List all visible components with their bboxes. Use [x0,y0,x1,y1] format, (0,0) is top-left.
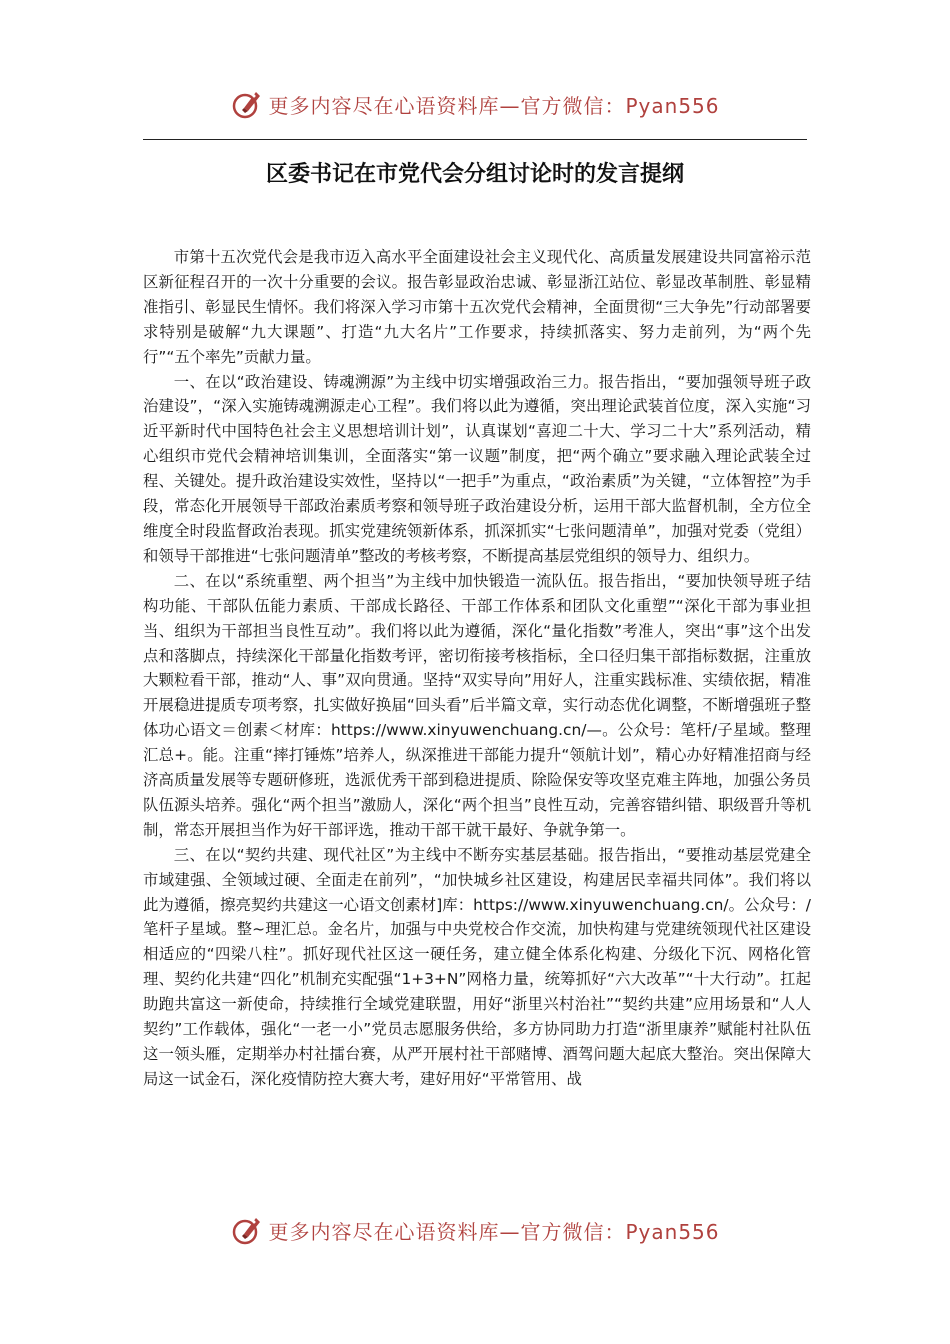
header-rule [143,139,807,140]
paragraph-section-2: 二、在以“系统重塑、两个担当”为主线中加快锻造一流队伍。报告指出，“要加快领导班子结构功能、干部队伍能力素质、干部成长路径、干部工作体系和团队文化重塑”“深化干部为事业担当、组织为干部担当良性互动”。我们将以此为遵循，深化“量化指数”考准人，突出“事”这个出发点和落脚点，持续深化干部量化指数考评，密切衔接考核指标，全口径归集干部指标数据，注重放大颗粒看干部，推动“人、事”双向贯通。坚持“双实导向”用好人，注重实践标准、实绩依据，精准开展稳进提质专项考察，扎实做好换届“回头看”后半篇文章，实行动态优化调整，不断增强班子整体功心语文＝创素＜材库：https://www.xinyuwenchuang.cn/—。公众号：笔杆/子星域。整理汇总+。能。注重“摔打锤炼”培养人，纵深推进干部能力提升“领航计划”，精心办好精准招商与经济高质量发展等专题研修班，选派优秀干部到稳进提质、除险保安等攻坚克难主阵地，加强公务员队伍源头培养。强化“两个担当”激励人，深化“两个担当”良性互动，完善容错纠错、职级晋升等机制，常态开展担当作为好干部评选，推动干部干就干最好、争就争第一。 [143,571,811,839]
pen-nib-circle-icon [230,1213,264,1247]
wechat-handle: Pyan556 [625,93,720,118]
document-title: 区委书记在市党代会分组讨论时的发言提纲 [265,162,684,187]
footer-banner [0,1210,950,1250]
document-body [143,245,811,1092]
paragraph-intro: 市第十五次党代会是我市迈入高水平全面建设社会主义现代化、高质量发展建设共同富裕示范区新征程召开的一次十分重要的会议。报告彰显政治忠诚、彰显浙江站位、彰显改革制胜、彰显精准指引、彰显民生情怀。我们将深入学习市第十五次党代会精神，全面贯彻“三大争先”行动部署要求特别是破解“九大课题”、打造“九大名片”工作要求，持续抓落实、努力走前列，为“两个先行”“五个率先”贡献力量。 [143,248,811,366]
wechat-handle: Pyan556 [625,1219,720,1244]
banner-text: 更多内容尽在心语资料库—官方微信：Pyan556 [268,93,720,118]
banner-text: 更多内容尽在心语资料库—官方微信：Pyan556 [268,1219,720,1244]
paragraph-section-1: 一、在以“政治建设、铸魂溯源”为主线中切实增强政治三力。报告指出，“要加强领导班子政治建设”，“深入实施铸魂溯源走心工程”。我们将以此为遵循，突出理论武装首位度，深入实施“习近平新时代中国特色社会主义思想培训计划”，认真谋划“喜迎二十大、学习二十大”系列活动，精心组织市党代会精神培训集训，全面落实“第一议题”制度，把“两个确立”要求融入理论武装全过程、关键处。提升政治建设实效性，坚持以“一把手”为重点，“政治素质”为关键，“立体智控”为手段，常态化开展领导干部政治素质考察和领导班子政治建设分析，运用干部大监督机制，全方位全维度全时段监督政治表现。抓实党建统领新体系，抓深抓实“七张问题清单”，加强对党委（党组）和领导干部推进“七张问题清单”整改的考核考察，不断提高基层党组织的领导力、组织力。 [143,372,811,565]
header-banner [0,84,950,124]
pen-nib-circle-icon [230,87,264,121]
paragraph-section-3: 三、在以“契约共建、现代社区”为主线中不断夯实基层基础。报告指出，“要推动基层党建全市域建强、全领域过硬、全面走在前列”，“加快城乡社区建设，构建居民幸福共同体”。我们将以此为遵循，擦亮契约共建这一心语文创素材]库：https://www.xinyuwenchuang.cn/。公众号：/笔杆子星域。整~理汇总。金名片，加强与中央党校合作交流，加快构建与党建统领现代社区建设相适应的“四梁八柱”。抓好现代社区这一硬任务，建立健全体系化构建、分级化下沉、网格化管理、契约化共建“四化”机制充实配强“1+3+N”网格力量，统筹抓好“六大改革”“十大行动”。扛起助跑共富这一新使命，持续推行全域党建联盟，用好“浙里兴村治社”“契约共建”应用场景和“人人契约”工作载体，强化“一老一小”党员志愿服务供给，多方协同助力打造“浙里康养”赋能村社队伍这一领头雁，定期举办村社擂台赛，从严开展村社干部赌博、酒驾问题大起底大整治。突出保障大局这一试金石，深化疫情防控大赛大考，建好用好“平常管用、战 [143,845,811,1088]
